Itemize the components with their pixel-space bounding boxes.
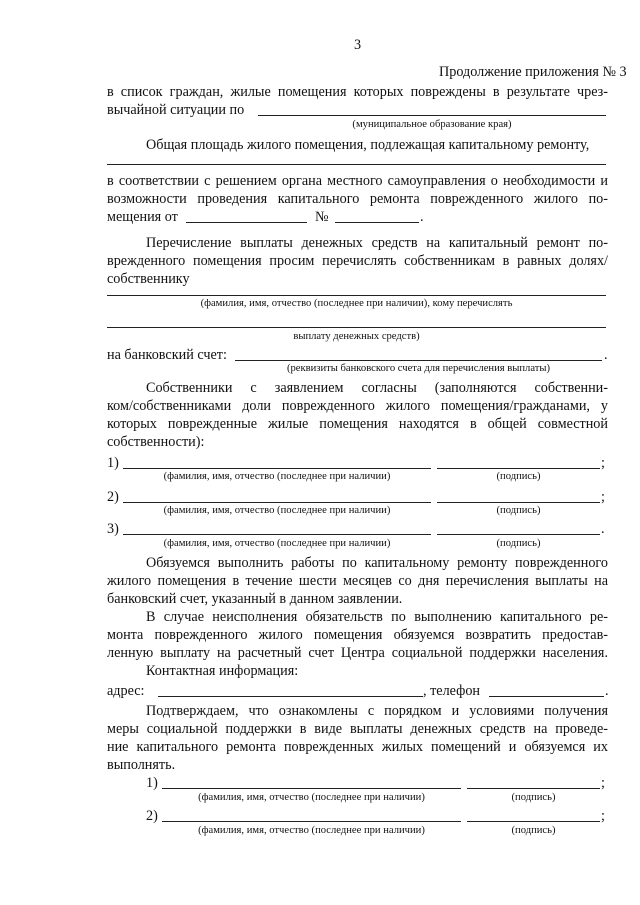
p6-line1: В случае неисполнения обязательств по выполнению капитального ре- bbox=[146, 609, 608, 625]
phone-label: , телефон bbox=[423, 683, 481, 699]
owner-3-end: . bbox=[601, 521, 605, 537]
owner-2-signature-field[interactable] bbox=[437, 502, 600, 503]
address-label: адрес: bbox=[107, 683, 145, 699]
p2-line4: возможности проведения капитального ремонта поврежденного жилого по- bbox=[107, 191, 608, 207]
owner-1-name-field[interactable] bbox=[123, 468, 431, 469]
p2-line1: Общая площадь жилого помещения, подлежащая капитальному ремонту, bbox=[146, 137, 590, 153]
area-field[interactable] bbox=[107, 164, 606, 165]
p4-line3: которых поврежденные жилые помещения находятся в общей совместной bbox=[107, 416, 608, 432]
p7-line4: выполнять. bbox=[107, 757, 176, 773]
p7-line1: Подтверждаем, что ознакомлены с порядком и условиями получения bbox=[146, 703, 608, 719]
p2-line5-label: мещения от bbox=[107, 209, 178, 225]
p4-line2: ком/собственниками доли поврежденного жилого помещения/гражданами, у bbox=[107, 398, 608, 414]
confirm-signer-2-signature-field[interactable] bbox=[467, 821, 600, 822]
p5-line3: банковский счет, указанный в данном заявлении. bbox=[107, 591, 403, 607]
confirm-signer-2-name-field[interactable] bbox=[162, 821, 461, 822]
decision-number-field[interactable] bbox=[335, 222, 419, 223]
appendix-note: Продолжение приложения № 3 bbox=[439, 64, 627, 80]
p7-line2: меры социальной поддержки в виде выплаты денежных средств на проведе- bbox=[107, 721, 608, 737]
owner-3-number: 3) bbox=[107, 521, 119, 537]
owner-1-number: 1) bbox=[107, 455, 119, 471]
owner-3-name-caption: (фамилия, имя, отчество (последнее при наличии) bbox=[163, 538, 391, 549]
confirm-signer-1-sign-caption: (подпись) bbox=[511, 792, 556, 803]
bank-account-end: . bbox=[604, 347, 608, 363]
owner-1-name-caption: (фамилия, имя, отчество (последнее при наличии) bbox=[163, 471, 391, 482]
p1-line2: вычайной ситуации по bbox=[107, 102, 245, 118]
owner-3-name-field[interactable] bbox=[123, 534, 431, 535]
confirm-signer-1-end: ; bbox=[601, 775, 605, 791]
p2-number-sign: № bbox=[315, 209, 329, 225]
confirm-signer-1-name-field[interactable] bbox=[162, 788, 461, 789]
p2-line5-end: . bbox=[420, 209, 424, 225]
owner-1-sign-caption: (подпись) bbox=[496, 471, 541, 482]
confirm-signer-2-sign-caption: (подпись) bbox=[511, 825, 556, 836]
p4-line4: собственности): bbox=[107, 434, 205, 450]
p6-line2: монта поврежденного жилого помещения обязуемся возвратить предостав- bbox=[107, 627, 608, 643]
recipient-caption-1: (фамилия, имя, отчество (последнее при наличии), кому перечислять bbox=[200, 298, 513, 309]
confirm-signer-1-number: 1) bbox=[146, 775, 158, 791]
confirm-signer-2-number: 2) bbox=[146, 808, 158, 824]
p3-line1: Перечисление выплаты денежных средств на капитальный ремонт по- bbox=[146, 235, 608, 251]
municipality-caption: (муниципальное образование края) bbox=[352, 119, 512, 130]
p3-line2: врежденного помещения просим перечислять собственникам в равных долях/ bbox=[107, 253, 608, 269]
municipality-field[interactable] bbox=[258, 115, 606, 116]
owner-2-end: ; bbox=[601, 489, 605, 505]
p1-line1: в список граждан, жилые помещения которых повреждены в результате чрез- bbox=[107, 84, 608, 100]
p4-line1: Собственники с заявлением согласны (заполняются собственни- bbox=[146, 380, 608, 396]
phone-field[interactable] bbox=[489, 696, 604, 697]
owner-1-signature-field[interactable] bbox=[437, 468, 600, 469]
owner-3-signature-field[interactable] bbox=[437, 534, 600, 535]
owner-1-end: ; bbox=[601, 455, 605, 471]
page-number: 3 bbox=[354, 37, 362, 53]
bank-account-caption: (реквизиты банковского счета для перечисления выплаты) bbox=[286, 363, 551, 374]
p2-line3: в соответствии с решением органа местного самоуправления о необходимости и bbox=[107, 173, 608, 189]
decision-date-field[interactable] bbox=[186, 222, 307, 223]
confirm-signer-1-name-caption: (фамилия, имя, отчество (последнее при наличии) bbox=[198, 792, 425, 803]
address-field[interactable] bbox=[158, 696, 423, 697]
recipient-field-2[interactable] bbox=[107, 327, 606, 328]
confirm-signer-1-signature-field[interactable] bbox=[467, 788, 600, 789]
p3-line3: собственнику bbox=[107, 271, 190, 287]
contacts-end: . bbox=[605, 683, 609, 699]
contacts-title: Контактная информация: bbox=[146, 663, 299, 679]
owner-2-number: 2) bbox=[107, 489, 119, 505]
bank-account-field[interactable] bbox=[235, 360, 602, 361]
recipient-caption-2: выплату денежных средств) bbox=[293, 331, 420, 342]
owner-2-sign-caption: (подпись) bbox=[496, 505, 541, 516]
owner-2-name-caption: (фамилия, имя, отчество (последнее при наличии) bbox=[163, 505, 391, 516]
p5-line1: Обязуемся выполнить работы по капитальному ремонту поврежденного bbox=[146, 555, 608, 571]
owner-2-name-field[interactable] bbox=[123, 502, 431, 503]
bank-account-label: на банковский счет: bbox=[107, 347, 227, 363]
owner-3-sign-caption: (подпись) bbox=[496, 538, 541, 549]
p6-line3: ленную выплату на расчетный счет Центра социальной поддержки населения. bbox=[107, 645, 608, 661]
confirm-signer-2-end: ; bbox=[601, 808, 605, 824]
confirm-signer-2-name-caption: (фамилия, имя, отчество (последнее при наличии) bbox=[198, 825, 425, 836]
p5-line2: жилого помещения в течение шести месяцев со дня перечисления выплаты на bbox=[107, 573, 608, 589]
p7-line3: ние капитального ремонта поврежденных жилых помещений и обязуемся их bbox=[107, 739, 608, 755]
recipient-field-1[interactable] bbox=[107, 295, 606, 296]
